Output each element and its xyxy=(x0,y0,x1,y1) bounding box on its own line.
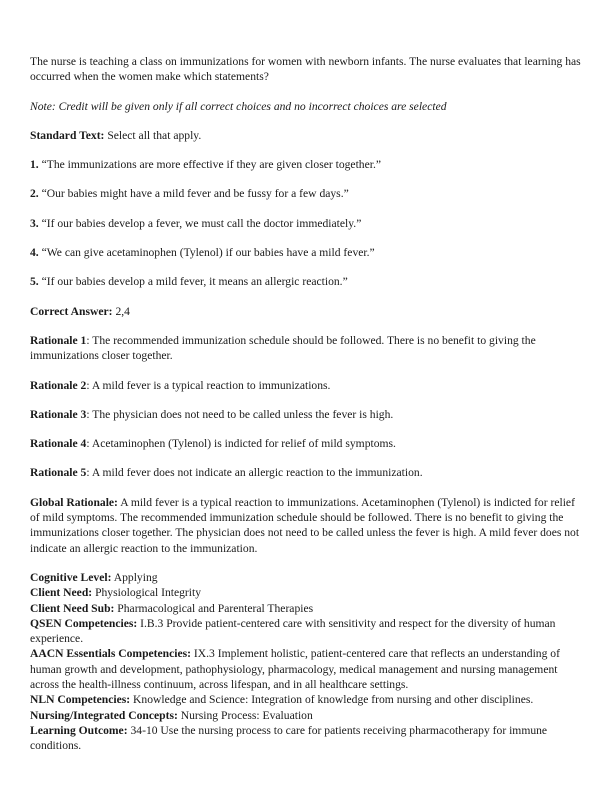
metadata-value: Knowledge and Science: Integration of knowledge from nursing and other disciplines. xyxy=(133,693,534,707)
option-number: 1. xyxy=(30,158,39,172)
rationale-label: Rationale 2 xyxy=(30,378,87,392)
correct-answer-value: 2,4 xyxy=(115,304,130,318)
option-number: 2. xyxy=(30,187,39,201)
metadata-line xyxy=(30,692,582,707)
rationale-line xyxy=(30,436,582,451)
global-rationale-text: A mild fever is a typical reaction to immunizations. Acetaminophen (Tylenol) is indicted for relief of mild symptoms. The recommended immunization schedule should be followed. There is no benefit to giving the immunizations closer together. The physician does not need to be called unless the fever is high. A mild fever does not indicate an allergic reaction to the immunization. xyxy=(30,495,580,555)
metadata-value: Pharmacological and Parenteral Therapies xyxy=(117,601,314,615)
answer-option xyxy=(30,157,582,172)
option-text: “The immunizations are more effective if they are given closer together.” xyxy=(41,158,382,172)
option-number: 4. xyxy=(30,246,39,260)
metadata-value: Nursing Process: Evaluation xyxy=(180,708,313,722)
rationale-line xyxy=(30,407,582,422)
rationale-line xyxy=(30,465,582,480)
metadata-label: Cognitive Level: xyxy=(30,570,112,584)
option-number: 3. xyxy=(30,216,39,230)
metadata-label: Learning Outcome: xyxy=(30,723,128,737)
metadata-line xyxy=(30,616,582,647)
metadata-label: Client Need Sub: xyxy=(30,601,115,615)
metadata-label: NLN Competencies: xyxy=(30,693,131,707)
rationale-text: : A mild fever does not indicate an allergic reaction to the immunization. xyxy=(86,466,423,480)
metadata-value: Physiological Integrity xyxy=(95,586,202,600)
option-text: “We can give acetaminophen (Tylenol) if our babies have a mild fever.” xyxy=(41,246,375,260)
option-text: “If our babies develop a fever, we must call the doctor immediately.” xyxy=(41,216,362,230)
rationale-label: Rationale 5 xyxy=(30,466,87,480)
rationale-text: : A mild fever is a typical reaction to immunizations. xyxy=(86,378,331,392)
question-text: The nurse is teaching a class on immunizations for women with newborn infants. The nurse evaluates that learning has occurred when the women make which statements? xyxy=(30,55,581,84)
answer-option xyxy=(30,274,582,289)
correct-answer-label: Correct Answer: xyxy=(30,304,113,318)
metadata-value: I.B.3 Provide patient-centered care with sensitivity and respect for the diversity of human experience. xyxy=(30,616,556,646)
rationale-label: Rationale 4 xyxy=(30,437,87,451)
option-text: “Our babies might have a mild fever and be fussy for a few days.” xyxy=(41,187,349,201)
correct-answer-line xyxy=(30,304,582,319)
metadata-block xyxy=(30,570,582,754)
answer-option xyxy=(30,245,582,260)
metadata-line xyxy=(30,723,582,754)
metadata-line xyxy=(30,585,582,600)
metadata-value: 34-10 Use the nursing process to care for patients receiving pharmacotherapy for immune conditions. xyxy=(30,723,548,753)
metadata-label: Client Need: xyxy=(30,586,93,600)
answer-option xyxy=(30,186,582,201)
rationale-label: Rationale 1 xyxy=(30,333,87,347)
rationale-text: : The physician does not need to be called unless the fever is high. xyxy=(86,407,394,421)
metadata-line xyxy=(30,646,582,692)
rationale-line xyxy=(30,378,582,393)
answer-option xyxy=(30,216,582,231)
metadata-label: AACN Essentials Competencies: xyxy=(30,647,192,661)
rationale-text: : The recommended immunization schedule should be followed. There is no benefit to giving the immunizations closer together. xyxy=(30,333,536,363)
metadata-label: QSEN Competencies: xyxy=(30,616,138,630)
metadata-label: Nursing/Integrated Concepts: xyxy=(30,708,178,722)
option-number: 5. xyxy=(30,275,39,289)
rationale-line xyxy=(30,333,582,364)
option-text: “If our babies develop a mild fever, it means an allergic reaction.” xyxy=(41,275,348,289)
rationale-label: Rationale 3 xyxy=(30,407,87,421)
standard-text-value: Select all that apply. xyxy=(107,128,202,142)
metadata-line xyxy=(30,708,582,723)
metadata-line xyxy=(30,601,582,616)
global-rationale-line xyxy=(30,495,582,556)
note-text: Note: Credit will be given only if all correct choices and no incorrect choices are selected xyxy=(30,99,447,113)
metadata-value: IX.3 Implement holistic, patient-centered care that reflects an understanding of human growth and development, pathophysiology, pharmacology, medical management and nursing management across the health-illness continuum, across lifespan, and in all healthcare settings. xyxy=(30,647,560,692)
standard-text-line xyxy=(30,128,582,143)
global-rationale-label: Global Rationale: xyxy=(30,495,118,509)
rationale-text: : Acetaminophen (Tylenol) is indicted for relief of mild symptoms. xyxy=(86,437,396,451)
metadata-line xyxy=(30,570,582,585)
standard-text-label: Standard Text: xyxy=(30,128,105,142)
metadata-value: Applying xyxy=(113,570,158,584)
